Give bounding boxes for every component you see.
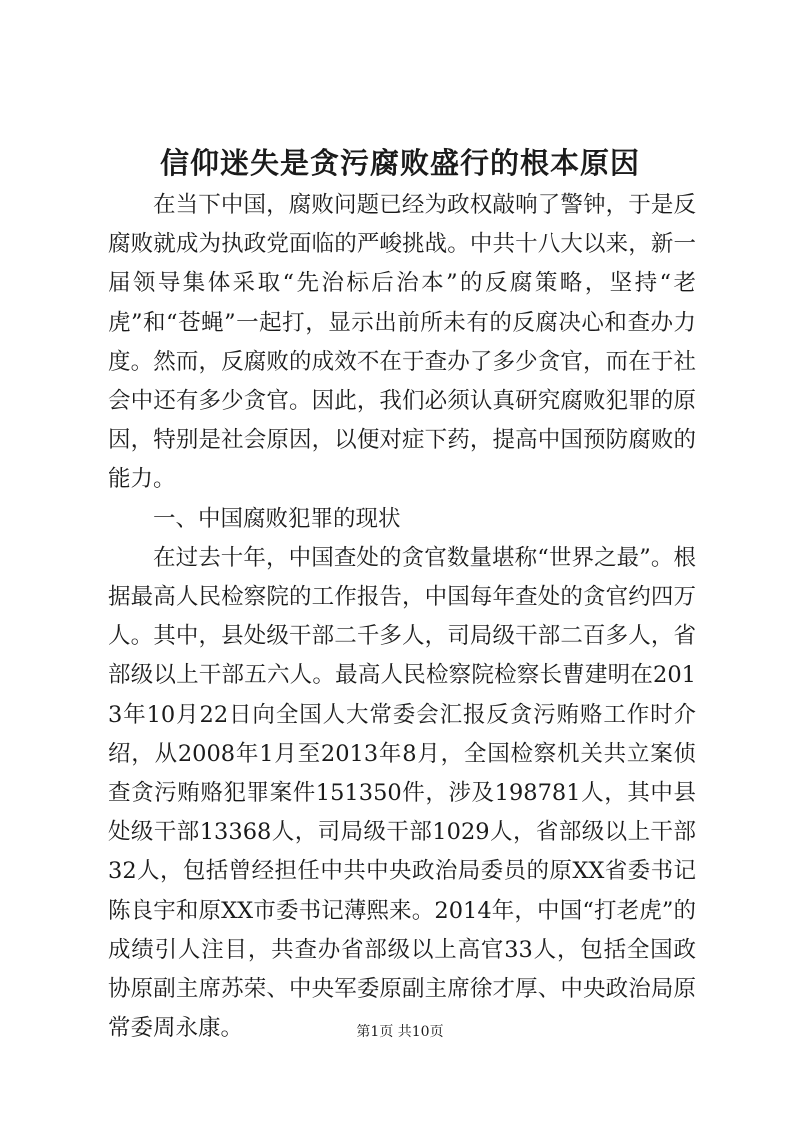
document-body [108, 186, 696, 1048]
paragraph-intro: 在当下中国，腐败问题已经为政权敲响了警钟，于是反腐败就成为执政党面临的严峻挑战。中共十八大以来，新一届领导集体采取“先治标后治本”的反腐策略，坚持“老虎”和“苍蝇”一起打，显示出前所未有的反腐决心和查办力度。然而，反腐败的成效不在于查办了多少贪官，而在于社会中还有多少贪官。因此，我们必须认真研究腐败犯罪的原因，特别是社会原因，以便对症下药，提高中国预防腐败的能力。 [108, 192, 696, 493]
page-number-footer: 第1页 共10页 [356, 1024, 444, 1040]
document-title: 信仰迷失是贪污腐败盛行的根本原因 [159, 146, 640, 180]
section-heading: 一、中国腐败犯罪的现状 [153, 505, 401, 532]
paragraph-status: 在过去十年，中国查处的贪官数量堪称“世界之最”。根据最高人民检察院的工作报告，中国每年查处的贪官约四万人。其中，县处级干部二千多人，司局级干部二百多人，省部级以上干部五六人。最高人民检察院检察长曹建明在2013年10月22日向全国人大常委会汇报反贪污贿赂工作时介绍，从2008年1月至2013年8月，全国检察机关共立案侦查贪污贿赂犯罪案件151350件，涉及198781人，其中县处级干部13368人，司局级干部1029人，省部级以上干部32人，包括曾经担任中共中央政治局委员的原XX省委书记陈良宇和原XX市委书记薄熙来。2014年，中国“打老虎”的成绩引人注目，共查办省部级以上高官33人，包括全国政协原副主席苏荣、中央军委原副主席徐才厚、中央政治局原常委周永康。 [108, 544, 696, 1042]
